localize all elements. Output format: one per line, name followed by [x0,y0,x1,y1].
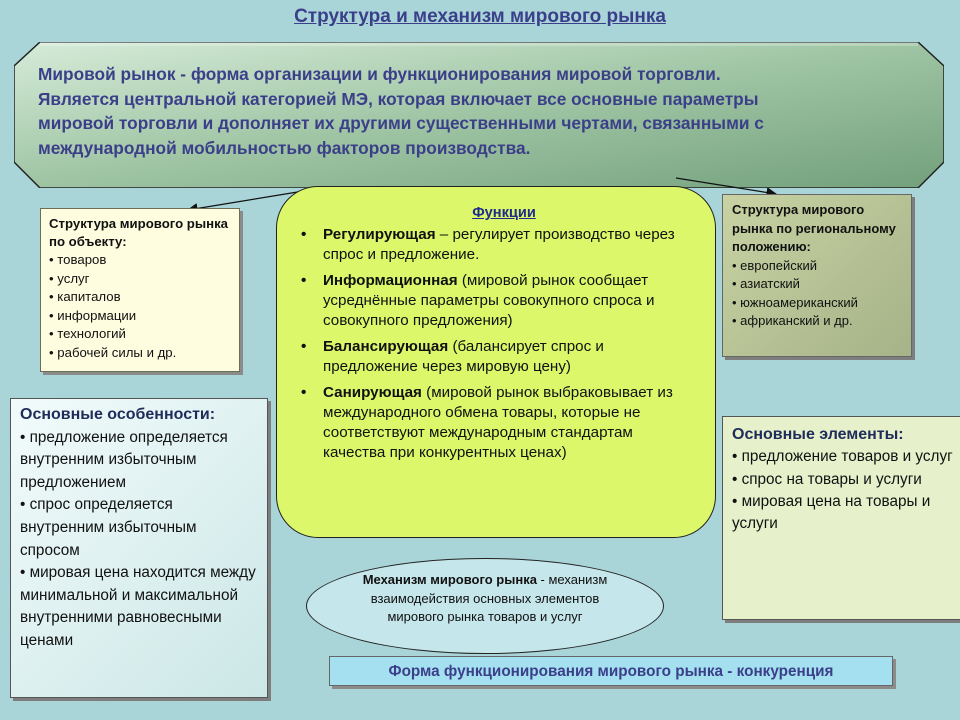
list-item: • капиталов [49,289,121,304]
mechanism-text: - механизм взаимодействия основных элементов мирового рынка товаров и услуг [370,572,608,624]
structure-by-object-box [40,208,240,372]
definition-line: мировой торговли и дополняет их другими существенными чертами, связанными с [38,113,764,133]
list-item: • азиатский [732,276,800,291]
function-text: (балансирует спрос и предложение через мировую цену) [323,338,604,375]
list-item: • мировая цена находится между минимальной и максимальной внутренними равновесными ценами [20,564,256,649]
definition-line: Мировой рынок - форма организации и функционирования мировой торговли. [38,64,721,84]
list-item: • предложение товаров и услуг [732,448,953,466]
function-item [323,271,685,331]
list-item: • европейский [732,257,818,273]
function-item [323,383,685,463]
main-features-box [10,398,268,698]
slide-title: Структура и механизм мирового рынка [294,6,666,27]
list-item: • предложение определяется внутренним избыточным предложением [20,428,228,491]
function-name: Информационная [323,272,458,289]
list-item: • услуг [49,270,90,286]
list-item: • информации [49,307,137,323]
function-text: – регулирует производство через спрос и предложение. [323,226,675,263]
function-item [323,337,685,377]
function-text: (мировой рынок выбраковывает из международного обмена товары, которые не соответствуют международным стандартам качества при конкурентных ценах) [323,384,673,461]
structure-by-region-heading: Структура мирового рынка по региональному положению: [732,202,896,254]
function-item [323,225,685,265]
competition-banner: Форма функционирования мирового рынка - конкуренция [329,656,893,686]
list-item: • спрос определяется внутренним избыточным спросом [20,496,197,559]
function-name: Санирующая [323,384,422,401]
main-elements-heading: Основные элементы: [732,426,904,443]
definition-text [38,62,938,160]
definition-line: Является центральной категорией МЭ, которая включает все основные параметры [38,88,759,109]
list-item: • африканский и др. [732,313,853,328]
mechanism-ellipse [306,558,664,654]
function-name: Регулирующая [323,226,436,243]
main-features-heading: Основные особенности: [20,406,216,423]
list-item: • спрос на товары и услуги [732,470,922,488]
function-name: Балансирующая [323,338,449,355]
functions-heading: Функции [472,205,536,221]
list-item: • мировая цена на товары и услуги [732,492,931,533]
definition-line: международной мобильностью факторов производства. [38,137,531,158]
structure-by-region-box [722,194,912,357]
function-text: (мировой рынок сообщает усреднённые параметры совокупного спроса и совокупного предложения) [323,272,655,329]
main-elements-box [722,416,960,620]
list-item: • товаров [49,252,107,267]
list-item: • южноамериканский [732,294,858,310]
structure-by-object-heading: Структура мирового рынка по объекту: [49,216,229,249]
list-item: • технологий [49,326,126,341]
list-item: • рабочей силы и др. [49,344,177,360]
functions-box [276,186,716,538]
mechanism-name: Механизм мирового рынка [362,572,537,587]
